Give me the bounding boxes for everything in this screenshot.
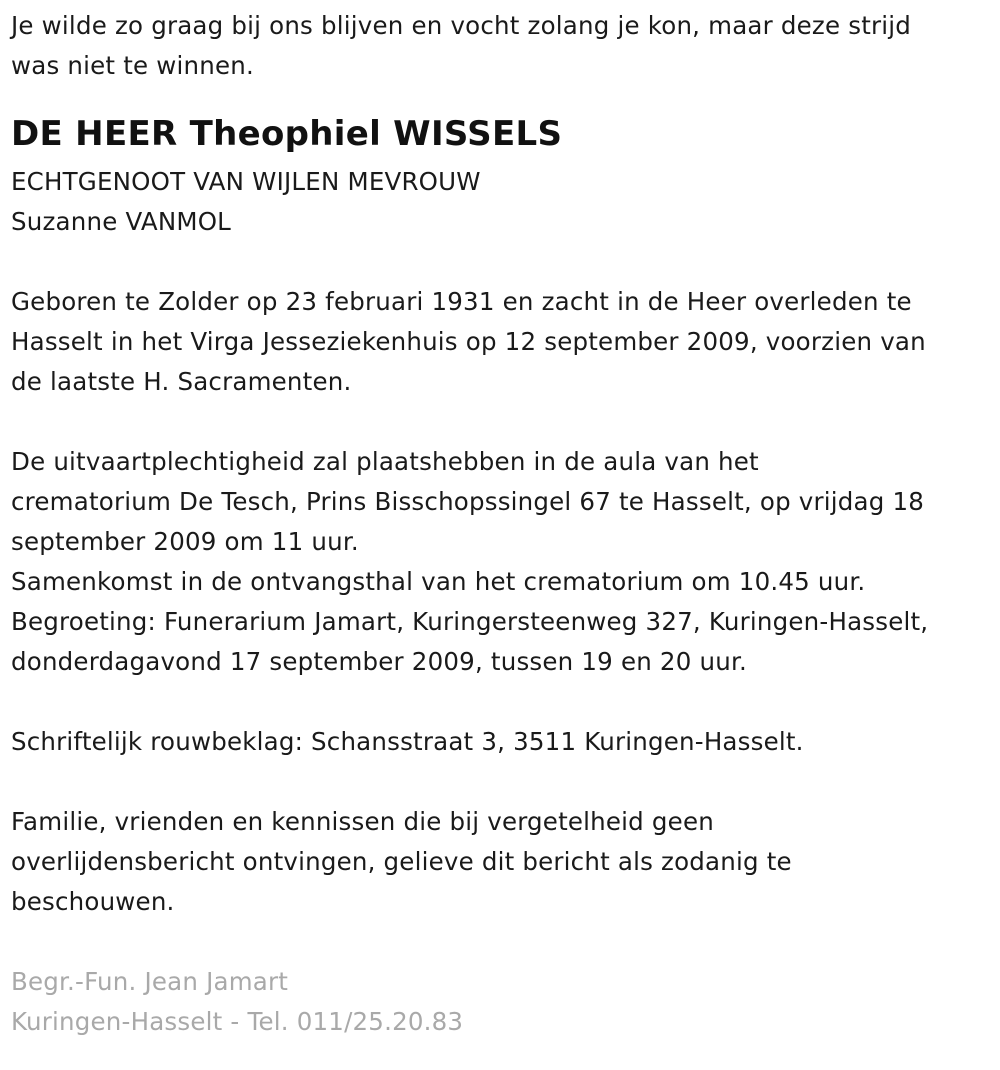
undertaker-name: Begr.-Fun. Jean Jamart: [11, 967, 289, 996]
condolences-line: Schriftelijk rouwbeklag: Schansstraat 3, 3511 Kuringen-Hasselt.: [11, 727, 804, 756]
gathering-line: Samenkomst in de ontvangsthal van het crematorium om 10.45 uur.: [11, 567, 866, 596]
relation-line: ECHTGENOOT VAN WIJLEN MEVROUW: [11, 167, 481, 196]
intro-line: Je wilde zo graag bij ons blijven en vocht zolang je kon, maar deze strijd: [11, 11, 912, 40]
intro-line: was niet te winnen.: [11, 51, 254, 80]
birth-death-line: Hasselt in het Virga Jesseziekenhuis op 12 september 2009, voorzien van: [11, 327, 926, 356]
undertaker-contact: Kuringen-Hasselt - Tel. 011/25.20.83: [11, 1007, 464, 1036]
birth-death-line: de laatste H. Sacramenten.: [11, 367, 352, 396]
visitation-line: donderdagavond 17 september 2009, tussen 19 en 20 uur.: [11, 647, 747, 676]
birth-death-paragraph: [11, 282, 990, 402]
notice-line: overlijdensbericht ontvingen, gelieve dit bericht als zodanig te: [11, 847, 792, 876]
notice-paragraph: [11, 802, 990, 922]
spouse-name: Suzanne VANMOL: [11, 207, 232, 236]
intro-text: [11, 6, 990, 86]
notice-line: beschouwen.: [11, 887, 175, 916]
funeral-paragraph: [11, 442, 990, 682]
birth-death-line: Geboren te Zolder op 23 februari 1931 en zacht in de Heer overleden te: [11, 287, 912, 316]
funeral-line: september 2009 om 11 uur.: [11, 527, 359, 556]
visitation-line: Begroeting: Funerarium Jamart, Kuringersteenweg 327, Kuringen-Hasselt,: [11, 607, 929, 636]
notice-line: Familie, vrienden en kennissen die bij vergetelheid geen: [11, 807, 714, 836]
undertaker-block: [11, 962, 990, 1042]
condolences-address: [11, 722, 990, 762]
deceased-name: DE HEER Theophiel WISSELS: [11, 114, 563, 154]
funeral-line: crematorium De Tesch, Prins Bisschopssingel 67 te Hasselt, op vrijdag 18: [11, 487, 925, 516]
spouse-relation: [11, 162, 990, 242]
funeral-line: De uitvaartplechtigheid zal plaatshebben in de aula van het: [11, 447, 759, 476]
